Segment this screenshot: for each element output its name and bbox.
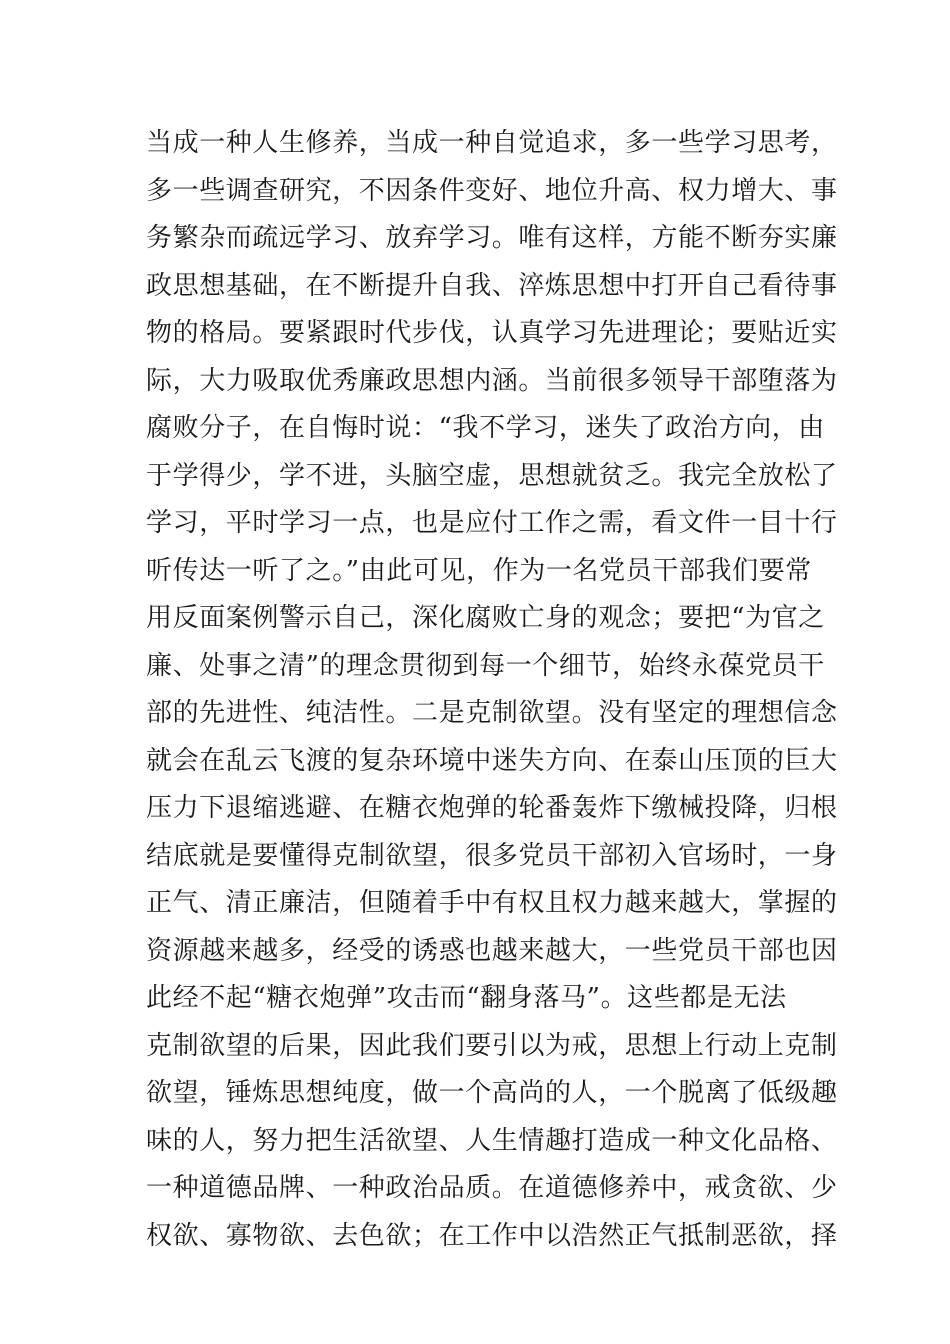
text-line: 压力下退缩逃避、在糖衣炮弹的轮番轰炸下缴械投降，归根 [146,793,838,823]
text-line: 廉、处事之清”的理念贯彻到每一个细节，始终永葆党员干 [146,650,825,681]
text-line: 当成一种人生修养，当成一种自觉追求，多一些学习思考， [146,128,838,158]
text-line: 物的格局。要紧跟时代步伐，认真学习先进理论；要贴近实 [146,318,838,348]
text-line: 学习，平时学习一点，也是应付工作之需，看文件一目十行 [146,508,838,538]
text-line: 一种道德品牌、一种政治品质。在道德修养中，戒贪欲、少 [146,1173,838,1203]
text-line: 味的人，努力把生活欲望、人生情趣打造成一种文化品格、 [146,1125,838,1156]
text-line: 此经不起“糖衣炮弹”攻击而“翻身落马”。这些都是无法 [146,983,787,1013]
text-line: 多一些调查研究，不因条件变好、地位升高、权力增大、事 [146,175,838,206]
text-line: 政思想基础，在不断提升自我、淬炼思想中打开自己看待事 [146,270,838,301]
text-line: 腐败分子，在自悔时说：“我不学习，迷失了政治方向，由 [146,413,825,443]
text-line: 正气、清正廉洁，但随着手中有权且权力越来越大，掌握的 [146,888,838,918]
text-line: 于学得少，学不进，头脑空虚，思想就贫乏。我完全放松了 [146,460,838,491]
text-line: 部的先进性、纯洁性。二是克制欲望。没有坚定的理想信念 [146,698,838,728]
text-line: 听传达一听了之。”由此可见，作为一名党员干部我们要常 [146,555,812,586]
text-line: 克制欲望的后果，因此我们要引以为戒，思想上行动上克制 [146,1030,838,1061]
text-line: 权欲、寡物欲、去色欲；在工作中以浩然正气抵制恶欲，择 [146,1220,838,1251]
body-text [146,120,838,1260]
text-line: 就会在乱云飞渡的复杂环境中迷失方向、在泰山压顶的巨大 [146,745,838,776]
text-line: 资源越来越多，经受的诱惑也越来越大，一些党员干部也因 [146,935,838,966]
text-line: 用反面案例警示自己，深化腐败亡身的观念；要把“为官之 [146,603,825,633]
text-line: 际，大力吸取优秀廉政思想内涵。当前很多领导干部堕落为 [146,365,838,396]
text-line: 结底就是要懂得克制欲望，很多党员干部初入官场时，一身 [146,840,838,871]
text-line: 务繁杂而疏远学习、放弃学习。唯有这样，方能不断夯实廉 [146,223,838,253]
text-line: 欲望，锤炼思想纯度，做一个高尚的人，一个脱离了低级趣 [146,1078,838,1108]
